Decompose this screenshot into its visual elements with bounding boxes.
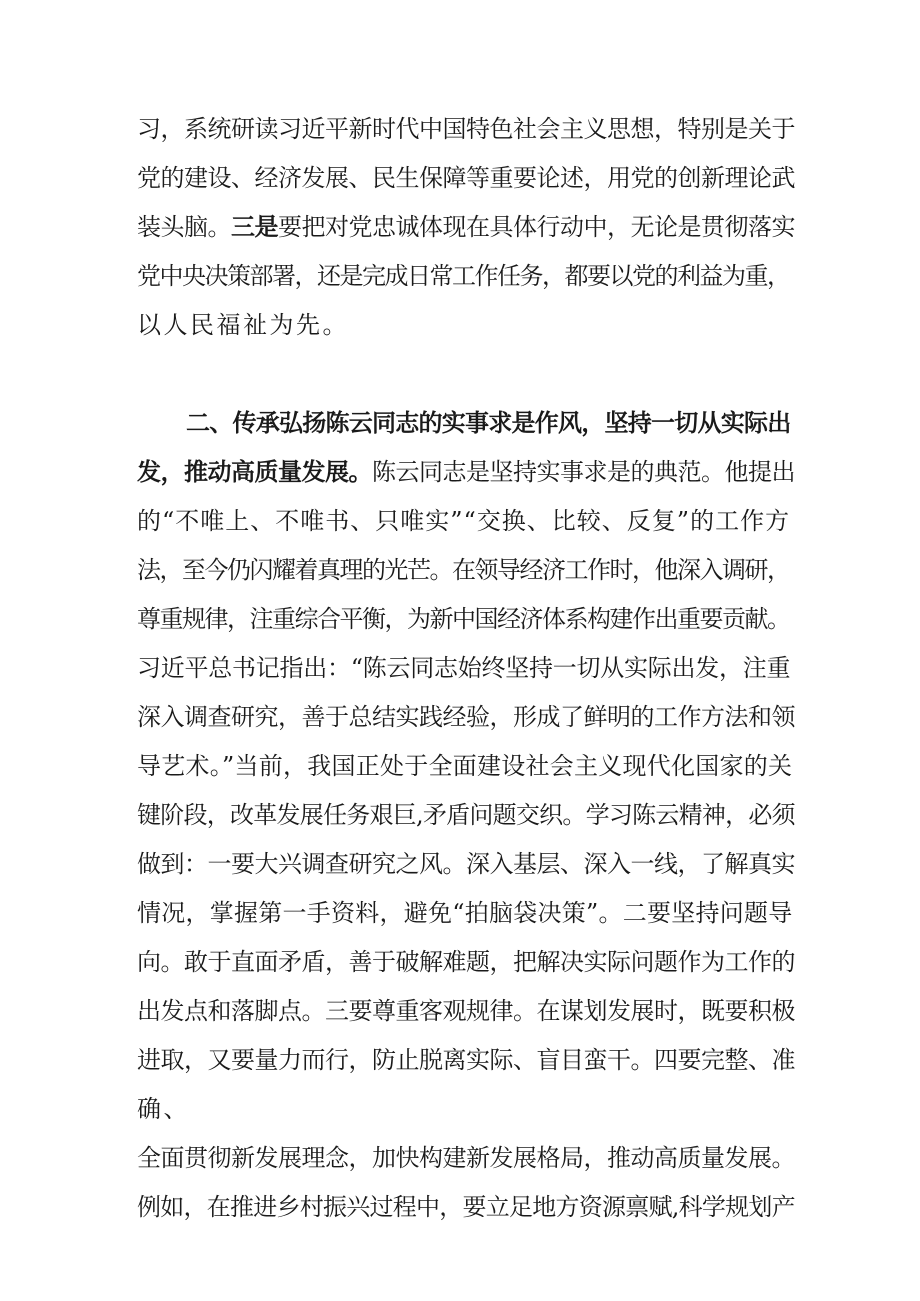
- paragraph-line: 党中央决策部署，还是完成日常工作任务，都要以党的利益为重，: [137, 262, 790, 290]
- paragraph-line: 全面贯彻新发展理念，加快构建新发展格局，推动高质量发展。: [137, 1144, 795, 1172]
- paragraph-line: 确、: [137, 1095, 190, 1123]
- text-run: 要把对党忠诚体现在具体行动中，无论是贯彻落实: [278, 213, 795, 241]
- paragraph-line: 做到：一要大兴调查研究之风。深入基层、深入一线，了解真实: [137, 850, 795, 878]
- paragraph-line: 进取，又要量力而行，防止脱离实际、盲目蛮干。四要完整、准: [137, 1046, 795, 1074]
- paragraph-line: 习，系统研读习近平新时代中国特色社会主义思想，特别是关于: [137, 115, 795, 143]
- paragraph-line: 党的建设、经济发展、民生保障等重要论述，用党的创新理论武: [137, 164, 795, 192]
- paragraph-line: 向。敢于直面矛盾，善于破解难题，把解决实际问题作为工作的: [137, 948, 795, 976]
- paragraph-line: 例如，在推进乡村振兴过程中，要立足地方资源禀赋,科学规划产: [137, 1193, 795, 1221]
- paragraph-line: 以人民福祉为先。: [137, 311, 349, 339]
- emphasis-text: 三是: [231, 212, 278, 241]
- paragraph-line: 法，至今仍闪耀着真理的光芒。在领导经济工作时，他深入调研，: [137, 556, 790, 584]
- paragraph-line: [137, 457, 795, 487]
- paragraph-line: 出发点和落脚点。三要尊重客观规律。在谋划发展时，既要积极: [137, 997, 795, 1025]
- paragraph-line: 导艺术。”当前，我国正处于全面建设社会主义现代化国家的关: [137, 752, 793, 780]
- text-run: 陈云同志是坚持实事求是的典范。他提出: [372, 458, 795, 486]
- paragraph-line: [137, 212, 795, 242]
- text-run: 装头脑。: [137, 213, 231, 241]
- paragraph-line: 深入调查研究，善于总结实践经验，形成了鲜明的工作方法和领: [137, 703, 795, 731]
- paragraph-line: 情况，掌握第一手资料，避免“拍脑袋决策”。二要坚持问题导: [137, 899, 793, 927]
- section-heading-continuation: 发，推动高质量发展。: [137, 457, 372, 486]
- section-heading: 二、传承弘扬陈云同志的实事求是作风，坚持一切从实际出: [186, 408, 791, 437]
- paragraph-line: 的“不唯上、不唯书、只唯实”“交换、比较、反复”的工作方: [137, 507, 791, 535]
- paragraph-line: 习近平总书记指出：“陈云同志始终坚持一切从实际出发，注重: [137, 654, 791, 682]
- paragraph-line: 键阶段，改革发展任务艰巨,矛盾问题交织。学习陈云精神，必须: [137, 801, 795, 829]
- paragraph-line: 尊重规律，注重综合平衡，为新中国经济体系构建作出重要贡献。: [137, 605, 790, 633]
